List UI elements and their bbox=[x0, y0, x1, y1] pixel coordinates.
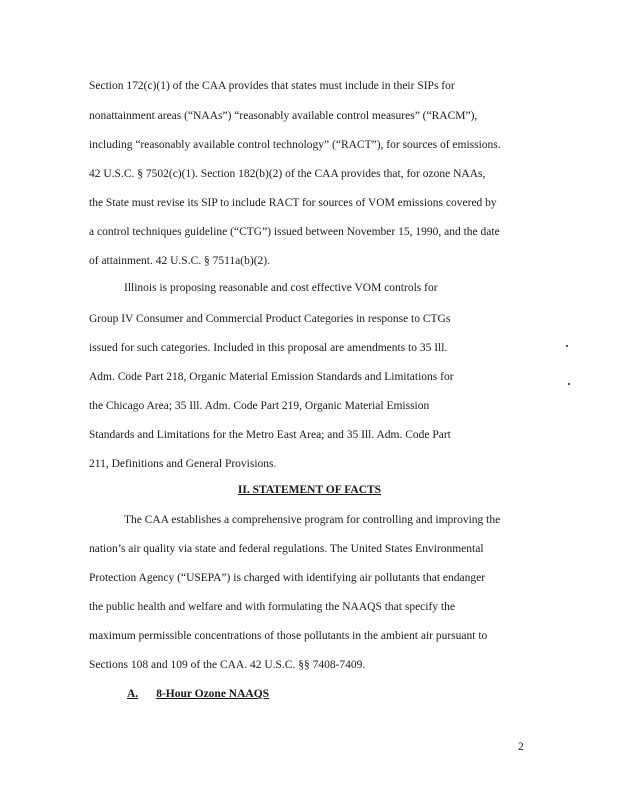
text-line: Protection Agency (“USEPA”) is charged with identifying air pollutants that endanger bbox=[89, 572, 486, 584]
text-line: the public health and welfare and with formulating the NAAQS that specify the bbox=[89, 601, 455, 613]
text-line: issued for such categories. Included in this proposal are amendments to 35 Ill. bbox=[89, 342, 448, 354]
text-line: of attainment. 42 U.S.C. § 7511a(b)(2). bbox=[89, 255, 270, 267]
text-line: including “reasonably available control technology” (“RACT”), for sources of emissions. bbox=[89, 139, 501, 151]
text-line: 42 U.S.C. § 7502(c)(1). Section 182(b)(2) of the CAA provides that, for ozone NAAs, bbox=[89, 168, 486, 180]
text-line: Sections 108 and 109 of the CAA. 42 U.S.C. §§ 7408-7409. bbox=[89, 659, 366, 671]
scan-speck bbox=[566, 345, 568, 347]
text-line: nonattainment areas (“NAAs”) “reasonably available control measures” (“RACM”), bbox=[89, 110, 478, 122]
text-line: the State must revise its SIP to include RACT for sources of VOM emissions covered by bbox=[89, 197, 497, 209]
scan-speck bbox=[568, 383, 570, 385]
text-line: Adm. Code Part 218, Organic Material Emission Standards and Limitations for bbox=[89, 371, 454, 383]
subsection-heading bbox=[127, 688, 269, 700]
text-line: The CAA establishes a comprehensive program for controlling and improving the bbox=[124, 514, 501, 526]
text-line: Illinois is proposing reasonable and cost effective VOM controls for bbox=[124, 282, 438, 294]
text-line: Group IV Consumer and Commercial Product Categories in response to CTGs bbox=[89, 313, 451, 325]
subsection-letter: A. bbox=[127, 688, 139, 700]
subsection-title: 8-Hour Ozone NAAQS bbox=[156, 688, 270, 700]
text-line: maximum permissible concentrations of those pollutants in the ambient air pursuant to bbox=[89, 630, 488, 642]
page-number: 2 bbox=[518, 741, 524, 753]
section-heading: II. STATEMENT OF FACTS bbox=[237, 484, 382, 496]
text-line: nation’s air quality via state and federal regulations. The United States Environmental bbox=[89, 543, 484, 555]
text-line: the Chicago Area; 35 Ill. Adm. Code Part 219, Organic Material Emission bbox=[89, 400, 430, 412]
text-line: Standards and Limitations for the Metro East Area; and 35 Ill. Adm. Code Part bbox=[89, 429, 451, 441]
text-line: Section 172(c)(1) of the CAA provides that states must include in their SIPs for bbox=[89, 80, 455, 92]
text-line: 211, Definitions and General Provisions. bbox=[89, 458, 277, 470]
text-line: a control techniques guideline (“CTG”) issued between November 15, 1990, and the date bbox=[89, 226, 500, 238]
